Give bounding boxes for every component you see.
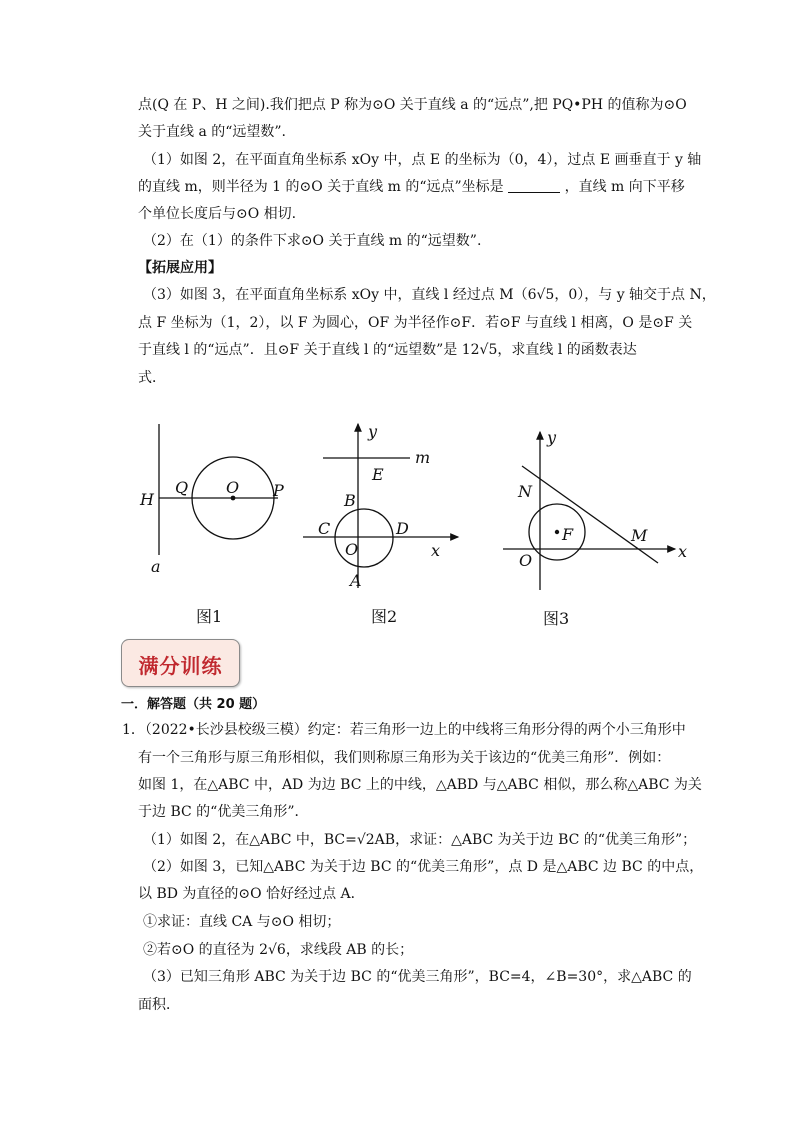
q1-line-2: 有一个三角形与原三角形相似，我们则称原三角形为关于该边的“优美三角形”．例如： <box>138 750 671 766</box>
q1-sub-1: ①求证：直线 CA 与⊙O 相切； <box>143 914 341 930</box>
q1-line-7: 以 BD 为直径的⊙O 恰好经过点 A． <box>138 886 365 902</box>
caption-fig2: 图2 <box>371 607 398 626</box>
q1-sub-2: ②若⊙O 的直径为 2√6，求线段 AB 的长； <box>143 942 414 958</box>
q1-part-3: （3）已知三角形 ABC 为关于边 BC 的“优美三角形”，BC=4，∠B=30°，求△ABC 的 <box>143 969 692 985</box>
label-m: m <box>415 448 431 467</box>
figure-3 <box>503 428 687 628</box>
problem-line-2: 关于直线 a 的“远望数”. <box>138 124 287 140</box>
label-h: H <box>140 490 154 509</box>
label-x: x <box>431 541 441 560</box>
problem-line-9: 点 F 坐标为（1，2），以 F 为圆心，OF 为半径作⊙F．若⊙F 与直线 l 相离，O 是⊙F 关 <box>138 315 693 331</box>
problem-part-1: （1）如图 2，在平面直角坐标系 xOy 中，点 E 的坐标为（0，4），过点 E 画垂直于 y 轴 <box>143 152 702 168</box>
center-f-dot <box>555 530 559 534</box>
label-y: y <box>368 422 378 441</box>
problem-line-4a: 的直线 m，则半径为 1 的⊙O 关于直线 m 的“远点”坐标是 <box>138 179 504 195</box>
extension-heading: 【拓展应用】 <box>138 260 222 276</box>
problem-line-4b: ，直线 m 向下平移 <box>564 179 685 195</box>
label-f: F <box>562 525 574 544</box>
problem-line-1: 点(Q 在 P、H 之间).我们把点 P 称为⊙O 关于直线 a 的“远点”,把 PQ•PH 的值称为⊙O <box>138 97 687 113</box>
label-a: a <box>151 557 161 576</box>
label-b: B <box>344 491 356 510</box>
label-a: A <box>350 571 362 590</box>
q1-line-4: 于边 BC 的“优美三角形”． <box>138 804 309 820</box>
q1-line-11: 面积． <box>138 997 180 1013</box>
q1-line-1: 1．（2022•长沙县校级三模）约定：若三角形一边上的中线将三角形分得的两个小三角形中 <box>122 722 686 738</box>
label-o: O <box>226 478 240 497</box>
label-m: M <box>631 526 648 545</box>
section-title: 一．解答题（共 20 题） <box>121 697 266 712</box>
q1-part-2: （2）如图 3，已知△ABC 为关于边 BC 的“优美三角形”，点 D 是△ABC 边 BC 的中点， <box>143 859 704 875</box>
problem-line-4 <box>138 177 685 197</box>
label-c: C <box>318 519 331 538</box>
label-e: E <box>372 465 384 484</box>
figures-panel <box>120 410 700 635</box>
circle-o <box>335 509 393 567</box>
label-o: O <box>519 551 533 570</box>
caption-fig3: 图3 <box>543 609 570 628</box>
problem-line-10: 于直线 l 的“远点”．且⊙F 关于直线 l 的“远望数”是 12√5，求直线 l 的函数表达 <box>138 342 637 358</box>
label-x: x <box>678 542 688 561</box>
problem-part-2: （2）在（1）的条件下求⊙O 关于直线 m 的“远望数”. <box>143 233 482 249</box>
q1-part-1: （1）如图 2，在△ABC 中，BC=√2AB，求证：△ABC 为关于边 BC 的“优美三角形”； <box>143 832 697 848</box>
label-o: O <box>345 540 359 559</box>
figure-2 <box>303 422 458 626</box>
problem-line-5: 个单位长度后与⊙O 相切. <box>138 206 297 222</box>
problem-part-3: （3）如图 3，在平面直角坐标系 xOy 中，直线 l 经过点 M（6√5，0），与 y 轴交于点 N， <box>143 287 716 303</box>
caption-fig1: 图1 <box>196 607 223 626</box>
q1-line-3: 如图 1，在△ABC 中，AD 为边 BC 上的中线，△ABD 与△ABC 相似，那么称△ABC 为关 <box>138 777 702 793</box>
label-q: Q <box>175 478 189 497</box>
label-d: D <box>396 519 409 538</box>
full-marks-badge <box>121 639 240 687</box>
figure-1 <box>139 424 284 626</box>
label-p: P <box>273 481 284 500</box>
label-y: y <box>547 428 557 447</box>
badge-label: 满分训练 <box>138 654 223 678</box>
label-n: N <box>518 482 532 501</box>
problem-line-11: 式． <box>138 370 166 386</box>
answer-blank[interactable] <box>508 178 560 193</box>
